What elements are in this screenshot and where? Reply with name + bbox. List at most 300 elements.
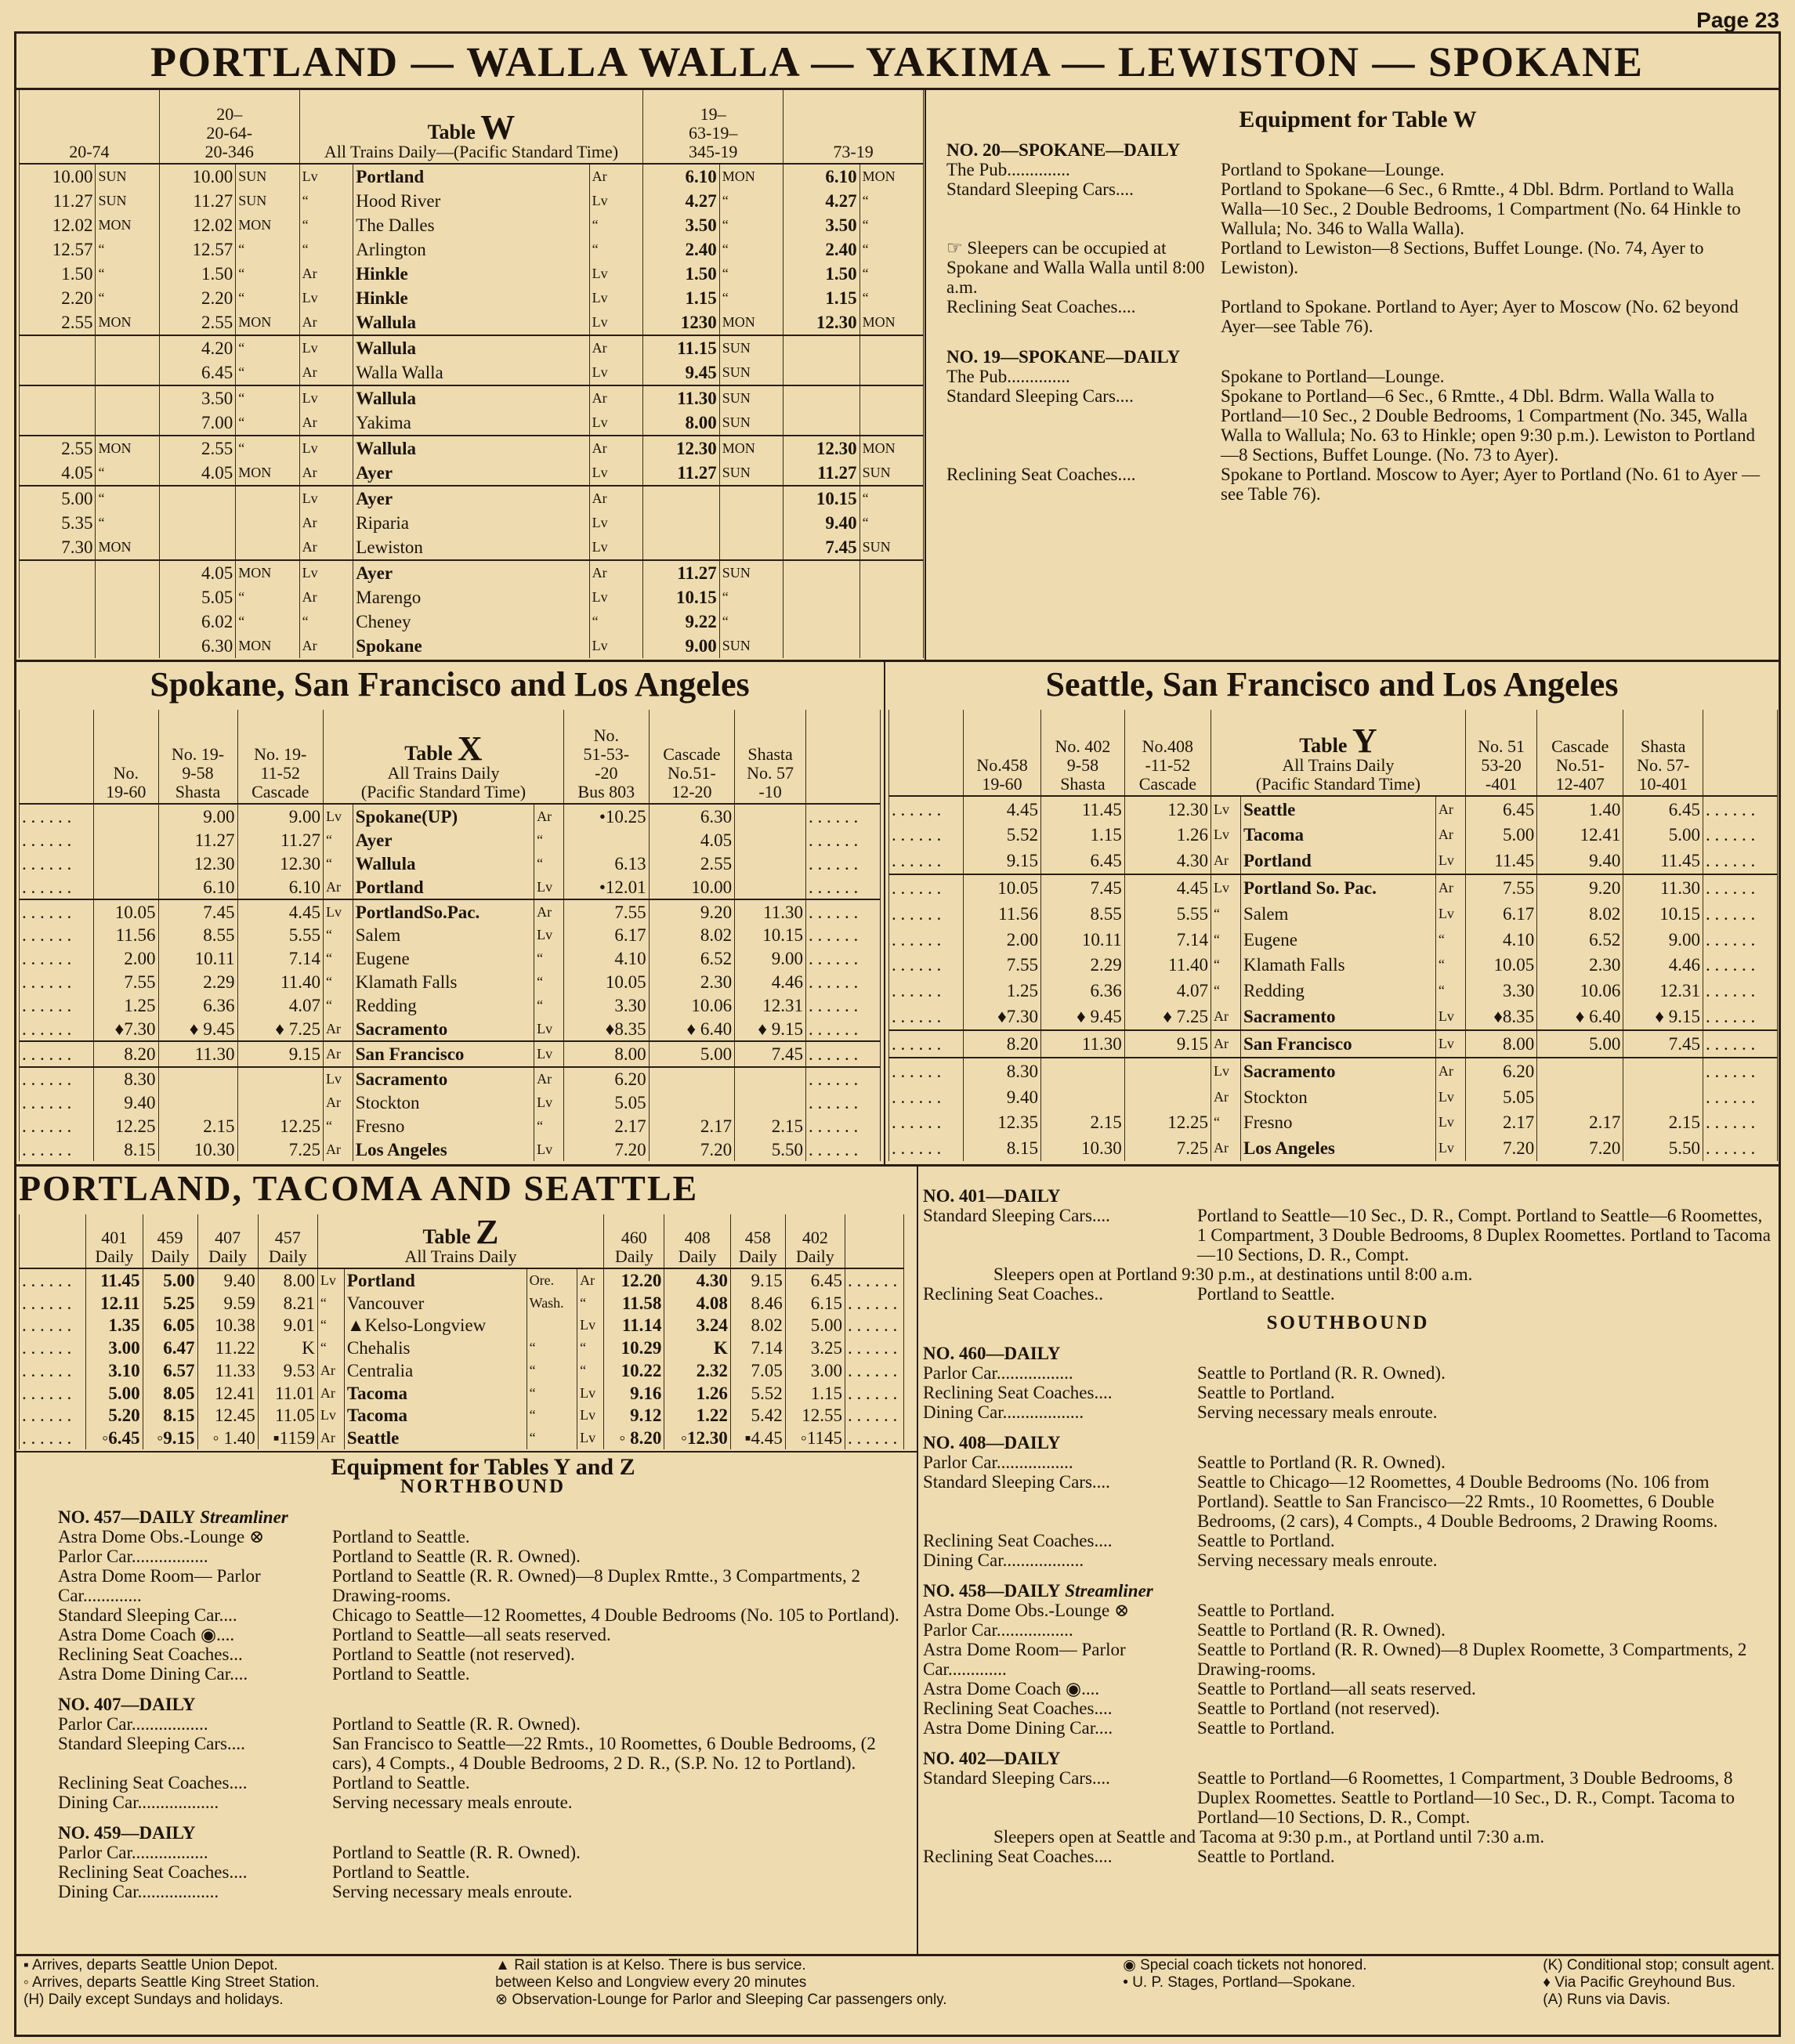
equipment-title: Equipment for Table W [1239, 107, 1477, 132]
time: 9.15 [730, 1268, 785, 1292]
time: 7.20 [1465, 1135, 1536, 1161]
equipment-row [946, 386, 1769, 465]
equipment-detail: Chicago to Seattle—12 Roomettes, 4 Double Bedrooms (No. 105 to Portland). [332, 1605, 899, 1625]
time: 12.55 [785, 1405, 845, 1427]
equipment-type: Reclining Seat Coaches.... [58, 1862, 248, 1882]
ar-lv: “ [534, 947, 564, 971]
time: 12.30 [643, 436, 719, 461]
equipment-detail: Seattle to Portland (R. R. Owned). [1197, 1363, 1446, 1383]
time: 12.30 [784, 309, 860, 335]
equipment-detail: Portland to Spokane—6 Sec., 6 Rmtte., 4 Dbl. Bdrm. Portland to Walla Walla—10 Sec., 2 Double Bedrooms, 1 Compartment (No. 64 Hinkle to Wallula; No. 346 to Walla Walla). [1221, 179, 1741, 238]
dots: . . . . . . [1703, 1110, 1778, 1136]
time: 7.14 [237, 947, 324, 971]
time: 9.00 [735, 947, 806, 971]
column-header: No. 19- 11-52 Cascade [237, 710, 324, 804]
column-header: 20-74 [20, 89, 160, 164]
equipment-type: Astra Dome Coach ◉.... [58, 1625, 235, 1644]
equipment-type: Astra Dome Room— Parlor Car............. [58, 1566, 261, 1605]
equipment-row [58, 1773, 908, 1793]
equipment-type: Parlor Car................. [923, 1453, 1073, 1472]
time: 10.00 [159, 164, 235, 189]
day-mark [96, 585, 159, 610]
time: 3.10 [86, 1359, 143, 1382]
station-name: Spokane [353, 634, 589, 658]
ar-lv: Ar [324, 1091, 353, 1115]
time [20, 335, 96, 360]
time: ♦ 9.45 [158, 1017, 237, 1041]
day-mark: “ [860, 262, 923, 286]
time: ♦ 6.40 [1537, 1004, 1623, 1030]
day-mark: MON [236, 213, 299, 237]
time [94, 828, 159, 852]
ar-lv: Ar [299, 411, 353, 436]
day-mark: “ [860, 189, 923, 213]
day-mark [860, 335, 923, 360]
equipment-detail: Seattle to Chicago—12 Roomettes, 4 Double Bedrooms (No. 106 from Portland). Seattle to San Francisco—22 Rmts., 10 Roomettes, 6 Double Bedrooms, (2 cars), 4 Compts., 4 Double Bedrooms, 2 Drawing Rooms. [1197, 1472, 1718, 1531]
equipment-detail: Seattle to Portland. [1197, 1718, 1335, 1738]
time: 4.10 [563, 947, 649, 971]
time: 8.02 [730, 1315, 785, 1337]
time: 10.15 [1623, 901, 1703, 927]
equipment-detail: Serving necessary meals enroute. [332, 1793, 573, 1812]
equipment-type: Standard Sleeping Cars.... [923, 1472, 1110, 1492]
dots: . . . . . . [1703, 1135, 1778, 1161]
dots-col [889, 710, 964, 796]
dots: . . . . . . [889, 901, 964, 927]
ar-lv: Ar [1211, 1084, 1240, 1110]
time: 9.40 [94, 1091, 159, 1115]
equipment-row [923, 1640, 1773, 1679]
day-mark: SUN [719, 461, 783, 486]
equipment-row [58, 1605, 908, 1625]
dots: . . . . . . [889, 978, 964, 1004]
day-mark: MON [236, 560, 299, 585]
time: 11.01 [258, 1382, 317, 1405]
day-mark: “ [860, 237, 923, 262]
time [643, 511, 719, 535]
equipment-detail: Portland to Seattle. [332, 1862, 470, 1882]
day-mark: “ [236, 385, 299, 411]
equipment-detail: Portland to Seattle. [1197, 1284, 1335, 1304]
ar-lv: Ar [1435, 874, 1465, 901]
time: 3.30 [1465, 978, 1536, 1004]
day-mark: “ [719, 237, 783, 262]
equipment-type: Standard Sleeping Cars.... [946, 386, 1134, 406]
time: 5.55 [1124, 901, 1211, 927]
ar-lv: Lv [299, 560, 353, 585]
station-name: Portland [1240, 848, 1435, 874]
ar-lv: Ar [299, 360, 353, 385]
time [159, 535, 235, 560]
station-name: Stockton [1240, 1084, 1435, 1110]
time [1124, 1084, 1211, 1110]
train-name: NO. 457—DAILY [58, 1507, 196, 1527]
time: 9.59 [197, 1292, 258, 1315]
time: 11.15 [643, 335, 719, 360]
equipment-detail: Portland to Seattle (not reserved). [332, 1644, 575, 1664]
equipment-row [58, 1734, 908, 1773]
table-letter: Z [476, 1212, 499, 1251]
ar-lv: “ [577, 1359, 604, 1382]
column-header: 407 Daily [197, 1214, 258, 1268]
station-name: Sacramento [1240, 1058, 1435, 1084]
ar-lv: Lv [299, 164, 353, 189]
time [1041, 1058, 1125, 1084]
dots: . . . . . . [20, 852, 94, 875]
equipment-row [58, 1625, 908, 1644]
time: K [258, 1337, 317, 1359]
time: ◦ 1.40 [197, 1427, 258, 1449]
equipment-detail: Portland to Seattle (R. R. Owned)—8 Duplex Rmtte., 3 Compartments, 2 Drawing-rooms. [332, 1566, 860, 1605]
time: 2.29 [158, 971, 237, 994]
time: 4.45 [237, 899, 324, 924]
time: 9.53 [258, 1359, 317, 1382]
time [159, 511, 235, 535]
time: 6.10 [237, 875, 324, 899]
ar-lv: “ [1211, 952, 1240, 978]
station-name: Chehalis [344, 1337, 527, 1359]
ar-lv: Lv [589, 189, 643, 213]
equipment-detail: Portland to Seattle (R. R. Owned). [332, 1547, 581, 1566]
time: 9.40 [1537, 848, 1623, 874]
table-heading [299, 89, 643, 164]
time: 9.20 [649, 899, 735, 924]
timetable [19, 710, 881, 1161]
streamliner-label: Streamliner [1060, 1581, 1153, 1601]
time: 9.40 [197, 1268, 258, 1292]
equipment-type: The Pub.............. [946, 367, 1070, 386]
time: 12.02 [159, 213, 235, 237]
ar-lv: Lv [589, 309, 643, 335]
time: 7.45 [784, 535, 860, 560]
time [94, 875, 159, 899]
time: 7.05 [730, 1359, 785, 1382]
equipment-detail: Portland to Seattle—all seats reserved. [332, 1625, 611, 1644]
dots: . . . . . . [806, 875, 881, 899]
equipment-detail: Serving necessary meals enroute. [332, 1882, 573, 1901]
day-mark: “ [236, 585, 299, 610]
time: 6.45 [1465, 796, 1536, 823]
time: 1.35 [86, 1315, 143, 1337]
time [784, 411, 860, 436]
dots: . . . . . . [20, 875, 94, 899]
time: 5.20 [86, 1405, 143, 1427]
time [1623, 1058, 1703, 1084]
dots: . . . . . . [20, 1359, 86, 1382]
column-header: 401 Daily [86, 1214, 143, 1268]
ar-lv: “ [577, 1292, 604, 1315]
time: ◦ 8.20 [604, 1427, 664, 1449]
equipment-type: Astra Dome Dining Car.... [923, 1718, 1113, 1738]
equipment-detail: Seattle to Portland—all seats reserved. [1197, 1679, 1476, 1699]
day-mark: “ [236, 411, 299, 436]
day-mark [236, 511, 299, 535]
dots: . . . . . . [845, 1405, 904, 1427]
time: 6.52 [1537, 927, 1623, 953]
ar-lv: Lv [317, 1268, 344, 1292]
time: 6.45 [785, 1268, 845, 1292]
time: 4.30 [1124, 848, 1211, 874]
ar-lv: Lv [577, 1382, 604, 1405]
day-mark: “ [96, 237, 159, 262]
time: 12.41 [197, 1382, 258, 1405]
time [784, 385, 860, 411]
equipment-right [923, 1175, 1773, 1866]
ar-lv: Lv [589, 585, 643, 610]
equipment-detail: Portland to Seattle (R. R. Owned). [332, 1843, 581, 1862]
time: 1.15 [1041, 823, 1125, 848]
time: 12.35 [964, 1110, 1041, 1136]
time: 5.35 [20, 511, 96, 535]
time: 4.05 [159, 461, 235, 486]
table-word: Table [422, 1225, 476, 1248]
equipment-type: Standard Sleeping Car.... [58, 1605, 237, 1625]
time: 6.10 [784, 164, 860, 189]
day-mark: SUN [719, 560, 783, 585]
station-name: Fresno [1240, 1110, 1435, 1136]
equipment-row [58, 1714, 908, 1734]
time: 11.27 [237, 828, 324, 852]
time: 9.22 [643, 610, 719, 634]
ar-lv: Ar [589, 560, 643, 585]
time: 2.55 [159, 309, 235, 335]
day-mark [860, 585, 923, 610]
time [784, 360, 860, 385]
table-subtitle: (Pacific Standard Time) [360, 782, 527, 802]
day-mark [96, 610, 159, 634]
time: 10.11 [158, 947, 237, 971]
time: 8.00 [1465, 1030, 1536, 1058]
time: 11.30 [1041, 1030, 1125, 1058]
column-header: No. 19-60 [94, 710, 159, 804]
equipment-row [923, 1453, 1773, 1472]
day-mark [96, 634, 159, 658]
station-name: Eugene [353, 947, 534, 971]
time: 4.10 [1465, 927, 1536, 953]
station-name: Wallula [353, 852, 534, 875]
time [237, 1067, 324, 1091]
ar-lv: Lv [1211, 874, 1240, 901]
time: ♦8.35 [563, 1017, 649, 1041]
equipment-heading [58, 1695, 908, 1714]
time: 8.55 [158, 924, 237, 947]
column-header: Shasta No. 57- 10-401 [1623, 710, 1703, 796]
train-name: NO. 460—DAILY [923, 1344, 1061, 1363]
time: 11.27 [784, 461, 860, 486]
ar-lv: Ar [1211, 1135, 1240, 1161]
time: 9.00 [1623, 927, 1703, 953]
time: 6.10 [158, 875, 237, 899]
equipment-heading [923, 1186, 1773, 1206]
dots: . . . . . . [20, 1405, 86, 1427]
time: 11.45 [86, 1268, 143, 1292]
time: 11.27 [20, 189, 96, 213]
day-mark [96, 411, 159, 436]
equipment-row [58, 1843, 908, 1862]
dots: . . . . . . [20, 899, 94, 924]
time: 5.05 [159, 585, 235, 610]
dots: . . . . . . [806, 947, 881, 971]
day-mark [236, 486, 299, 511]
dots: . . . . . . [1703, 1004, 1778, 1030]
time: 1.25 [94, 994, 159, 1018]
time: 8.20 [94, 1041, 159, 1066]
day-mark: MON [719, 436, 783, 461]
time: 11.27 [159, 189, 235, 213]
dots: . . . . . . [1703, 823, 1778, 848]
time: 7.30 [20, 535, 96, 560]
dots: . . . . . . [889, 927, 964, 953]
ar-lv: “ [324, 828, 353, 852]
time: 4.45 [1124, 874, 1211, 901]
equipment-row [58, 1793, 908, 1812]
day-mark [96, 360, 159, 385]
time: 2.00 [964, 927, 1041, 953]
time: 2.20 [20, 286, 96, 310]
equipment-detail: Seattle to Portland—6 Roomettes, 1 Compartment, 3 Double Bedrooms, 8 Duplex Roomettes. Seattle to Portland—10 Sec., D. R., Compt. Tacoma to Portland—10 Sections, D. R., Compt. [1197, 1768, 1735, 1827]
dots: . . . . . . [1703, 978, 1778, 1004]
ar-lv: Lv [1211, 823, 1240, 848]
time: 5.00 [1465, 823, 1536, 848]
column-header: Shasta No. 57 -10 [735, 710, 806, 804]
station-name: San Francisco [1240, 1030, 1435, 1058]
time: 8.02 [1537, 901, 1623, 927]
equipment-row [923, 1768, 1773, 1827]
time: 2.55 [20, 436, 96, 461]
time: 5.00 [649, 1041, 735, 1066]
ar-lv: “ [589, 237, 643, 262]
dots: . . . . . . [20, 1292, 86, 1315]
dots: . . . . . . [20, 1067, 94, 1091]
column-header: Cascade No.51- 12-20 [649, 710, 735, 804]
day-mark [96, 560, 159, 585]
timetable-w [19, 89, 924, 658]
ar-lv: Ar [299, 309, 353, 335]
time: 5.42 [730, 1405, 785, 1427]
equipment-detail: Serving necessary meals enroute. [1197, 1550, 1438, 1570]
time: 11.56 [94, 924, 159, 947]
day-mark: “ [236, 335, 299, 360]
dots-col [845, 1214, 904, 1268]
ar-lv: Lv [1435, 1030, 1465, 1058]
equipment-type: Reclining Seat Coaches... [58, 1644, 243, 1664]
time: 10.15 [784, 486, 860, 511]
column-header: No. 51-53- -20 Bus 803 [563, 710, 649, 804]
time: 7.25 [237, 1138, 324, 1161]
ar-lv: Lv [1435, 1110, 1465, 1136]
time: 4.27 [784, 189, 860, 213]
day-mark: MON [860, 436, 923, 461]
column-header: 402 Daily [785, 1214, 845, 1268]
ar-lv: Ar [1435, 823, 1465, 848]
train-name: NO. 459—DAILY [58, 1823, 196, 1843]
dots: . . . . . . [1703, 952, 1778, 978]
station-name: Portland So. Pac. [1240, 874, 1435, 901]
column-header: 459 Daily [143, 1214, 197, 1268]
column-header: 73-19 [784, 89, 924, 164]
time: 1.25 [964, 978, 1041, 1004]
note-line: Sleepers open at Seattle and Tacoma at 9:30 p.m., at Portland until 7:30 a.m. [993, 1827, 1545, 1847]
time: 1.22 [664, 1405, 730, 1427]
time: 10.30 [158, 1138, 237, 1161]
ar-lv: “ [1435, 978, 1465, 1004]
direction-heading: NORTHBOUND [400, 1476, 566, 1497]
day-mark: MON [860, 309, 923, 335]
time: 12.31 [735, 994, 806, 1018]
ar-lv: Ar [317, 1382, 344, 1405]
table-subtitle: All Trains Daily [404, 1246, 517, 1266]
dots: . . . . . . [806, 1138, 881, 1161]
station-name: Hinkle [353, 262, 589, 286]
equipment-row [58, 1862, 908, 1882]
time [735, 828, 806, 852]
time [94, 852, 159, 875]
time: ♦ 7.25 [237, 1017, 324, 1041]
time [643, 486, 719, 511]
day-mark: “ [236, 237, 299, 262]
dots: . . . . . . [889, 1135, 964, 1161]
equipment-detail: Portland to Spokane. Portland to Ayer; Ayer to Moscow (No. 62 beyond Ayer—see Table 76). [1221, 297, 1739, 336]
ar-lv: Lv [589, 360, 643, 385]
time: 11.45 [1623, 848, 1703, 874]
station-name: Spokane(UP) [353, 804, 534, 828]
time: 12.25 [237, 1114, 324, 1138]
time: 7.45 [158, 899, 237, 924]
equipment-row [58, 1664, 908, 1684]
ar-lv: “ [299, 189, 353, 213]
time: 1.26 [664, 1382, 730, 1405]
dots: . . . . . . [806, 994, 881, 1018]
dots: . . . . . . [806, 971, 881, 994]
equipment-row [946, 238, 1769, 297]
time: •10.25 [563, 804, 649, 828]
time: 3.25 [785, 1337, 845, 1359]
ar-lv: “ [324, 947, 353, 971]
column-header: No. 402 9-58 Shasta [1041, 710, 1125, 796]
station-name: Riparia [353, 511, 589, 535]
time: 11.45 [1041, 796, 1125, 823]
ar-lv: Lv [589, 461, 643, 486]
ar-lv: Lv [1435, 1004, 1465, 1030]
station-name: Ayer [353, 828, 534, 852]
equipment-type: The Pub.............. [946, 160, 1070, 179]
time: 11.30 [1623, 874, 1703, 901]
time [159, 486, 235, 511]
time: ◦12.30 [664, 1427, 730, 1449]
time: 3.24 [664, 1315, 730, 1337]
station-name: Tacoma [1240, 823, 1435, 848]
station-name: Lewiston [353, 535, 589, 560]
time: 3.50 [159, 385, 235, 411]
ar-lv: Lv [534, 1138, 564, 1161]
day-mark: “ [236, 360, 299, 385]
time: 2.29 [1041, 952, 1125, 978]
ar-lv: Lv [324, 899, 353, 924]
ar-lv [527, 1315, 577, 1337]
station-name: The Dalles [353, 213, 589, 237]
time: 2.15 [1041, 1110, 1125, 1136]
dots: . . . . . . [20, 1041, 94, 1066]
day-mark: MON [236, 634, 299, 658]
footnote: • U. P. Stages, Portland—Spokane. [1123, 1974, 1356, 1991]
dots: . . . . . . [889, 823, 964, 848]
equipment-detail: San Francisco to Seattle—22 Rmts., 10 Roomettes, 6 Double Bedrooms, (2 cars), 4 Compts., 4 Double Bedrooms, 2 D. R., (S.P. No. 12 to Portland). [332, 1734, 876, 1773]
equipment-type: ☞ Sleepers can be occupied at Spokane and Walla Walla until 8:00 a.m. [946, 238, 1205, 297]
day-mark: MON [96, 309, 159, 335]
time: ♦8.35 [1465, 1004, 1536, 1030]
time: 2.40 [784, 237, 860, 262]
dots: . . . . . . [20, 1017, 94, 1041]
